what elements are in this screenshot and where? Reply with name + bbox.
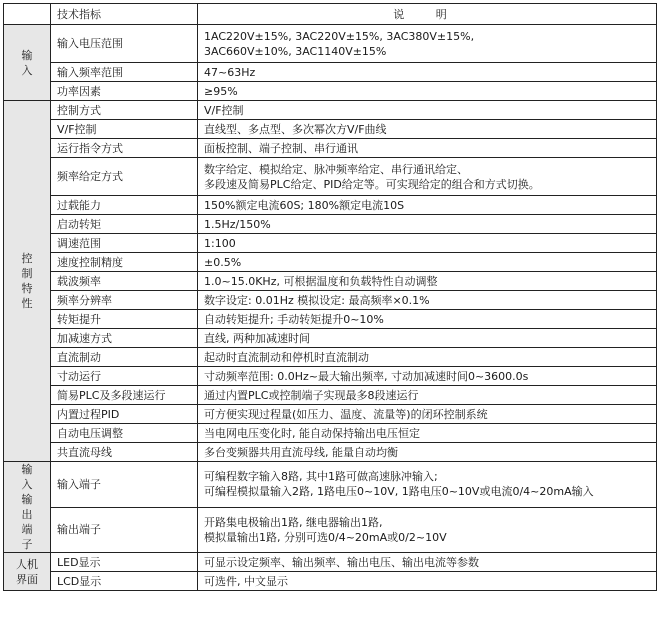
row-value: 1:100 <box>198 234 657 253</box>
table-row <box>4 443 657 462</box>
table-row <box>4 158 657 196</box>
group-io <box>4 462 51 553</box>
row-value: 150%额定电流60S; 180%额定电流10S <box>198 196 657 215</box>
row-value: 当电网电压变化时, 能自动保持输出电压恒定 <box>198 424 657 443</box>
row-value: 可方便实现过程量(如压力、温度、流量等)的闭环控制系统 <box>198 405 657 424</box>
row-name: 输入端子 <box>51 462 198 508</box>
row-value: 多台变频器共用直流母线, 能量自动均衡 <box>198 443 657 462</box>
row-name: 寸动运行 <box>51 367 198 386</box>
table-row <box>4 367 657 386</box>
table-row <box>4 234 657 253</box>
row-value: 起动时直流制动和停机时直流制动 <box>198 348 657 367</box>
table-row <box>4 462 657 508</box>
row-value: V/F控制 <box>198 101 657 120</box>
table-row <box>4 101 657 120</box>
row-name: 共直流母线 <box>51 443 198 462</box>
row-value: ±0.5% <box>198 253 657 272</box>
row-name: 载波频率 <box>51 272 198 291</box>
table-row <box>4 25 657 63</box>
group-input <box>4 25 51 101</box>
value-line: 可编程模拟量输入2路, 1路电压0~10V, 1路电压0~10V或电流0/4~20mA输入 <box>204 485 594 499</box>
table-row <box>4 291 657 310</box>
table-row <box>4 82 657 101</box>
row-name: 输入频率范围 <box>51 63 198 82</box>
row-name: 输入电压范围 <box>51 25 198 63</box>
group-label: 控制特性 <box>21 252 33 310</box>
row-value <box>198 507 657 553</box>
table-row <box>4 63 657 82</box>
row-name: 输出端子 <box>51 507 198 553</box>
row-name: 自动电压调整 <box>51 424 198 443</box>
table-row <box>4 120 657 139</box>
row-name: V/F控制 <box>51 120 198 139</box>
row-value: 1.5Hz/150% <box>198 215 657 234</box>
row-name: LCD显示 <box>51 572 198 591</box>
group-label: 人机界面 <box>16 557 38 586</box>
row-value: ≥95% <box>198 82 657 101</box>
row-value <box>198 158 657 196</box>
spec-table <box>3 3 657 591</box>
row-value: 1.0~15.0KHz, 可根据温度和负载特性自动调整 <box>198 272 657 291</box>
row-name: 频率给定方式 <box>51 158 198 196</box>
row-value: 自动转矩提升; 手动转矩提升0~10% <box>198 310 657 329</box>
row-name: 简易PLC及多段速运行 <box>51 386 198 405</box>
row-name: 运行指令方式 <box>51 139 198 158</box>
table-row <box>4 405 657 424</box>
value-line: 可编程数字输入8路, 其中1路可做高速脉冲输入; <box>204 470 438 484</box>
row-value: 直线型、多点型、多次幂次方V/F曲线 <box>198 120 657 139</box>
row-value <box>198 462 657 508</box>
table-row <box>4 572 657 591</box>
table-row <box>4 424 657 443</box>
value-line: 开路集电极输出1路, 继电器输出1路, <box>204 515 383 529</box>
table-row <box>4 507 657 553</box>
row-value: 可显示设定频率、输出频率、输出电压、输出电流等参数 <box>198 553 657 572</box>
row-name: 控制方式 <box>51 101 198 120</box>
value-line: 数字给定、模拟给定、脉冲频率给定、串行通讯给定、 <box>204 162 468 176</box>
row-value: 面板控制、端子控制、串行通讯 <box>198 139 657 158</box>
table-row <box>4 310 657 329</box>
row-value: 寸动频率范围: 0.0Hz~最大输出频率, 寸动加减速时间0~3600.0s <box>198 367 657 386</box>
table-header-row <box>4 4 657 25</box>
table-row <box>4 386 657 405</box>
row-value: 数字设定: 0.01Hz 模拟设定: 最高频率×0.1% <box>198 291 657 310</box>
group-label: 输入输出端子 <box>21 463 33 551</box>
row-name: 直流制动 <box>51 348 198 367</box>
value-line: 模拟量输出1路, 分别可选0/4~20mA或0/2~10V <box>204 530 447 544</box>
row-name: 功率因素 <box>51 82 198 101</box>
row-name: 启动转矩 <box>51 215 198 234</box>
group-label: 输入 <box>21 48 33 77</box>
row-name: 调速范围 <box>51 234 198 253</box>
header-category <box>4 4 51 25</box>
row-name: 转矩提升 <box>51 310 198 329</box>
group-hmi <box>4 553 51 591</box>
header-description: 说 明 <box>198 4 657 25</box>
row-name: 频率分辨率 <box>51 291 198 310</box>
row-name: 内置过程PID <box>51 405 198 424</box>
row-value: 47~63Hz <box>198 63 657 82</box>
group-control <box>4 101 51 462</box>
row-value <box>198 25 657 63</box>
value-line: 3AC660V±10%, 3AC1140V±15% <box>204 44 387 58</box>
row-value: 通过内置PLC或控制端子实现最多8段速运行 <box>198 386 657 405</box>
row-name: 过载能力 <box>51 196 198 215</box>
value-line: 1AC220V±15%, 3AC220V±15%, 3AC380V±15%, <box>204 29 475 43</box>
table-row <box>4 348 657 367</box>
header-spec: 技术指标 <box>51 4 198 25</box>
row-value: 可选件, 中文显示 <box>198 572 657 591</box>
row-name: 加减速方式 <box>51 329 198 348</box>
table-row <box>4 215 657 234</box>
table-row <box>4 253 657 272</box>
table-row <box>4 139 657 158</box>
table-row <box>4 553 657 572</box>
value-line: 多段速及简易PLC给定、PID给定等。可实现给定的组合和方式切换。 <box>204 177 540 191</box>
table-row <box>4 196 657 215</box>
table-row <box>4 272 657 291</box>
row-value: 直线, 两种加减速时间 <box>198 329 657 348</box>
row-name: LED显示 <box>51 553 198 572</box>
table-row <box>4 329 657 348</box>
row-name: 速度控制精度 <box>51 253 198 272</box>
